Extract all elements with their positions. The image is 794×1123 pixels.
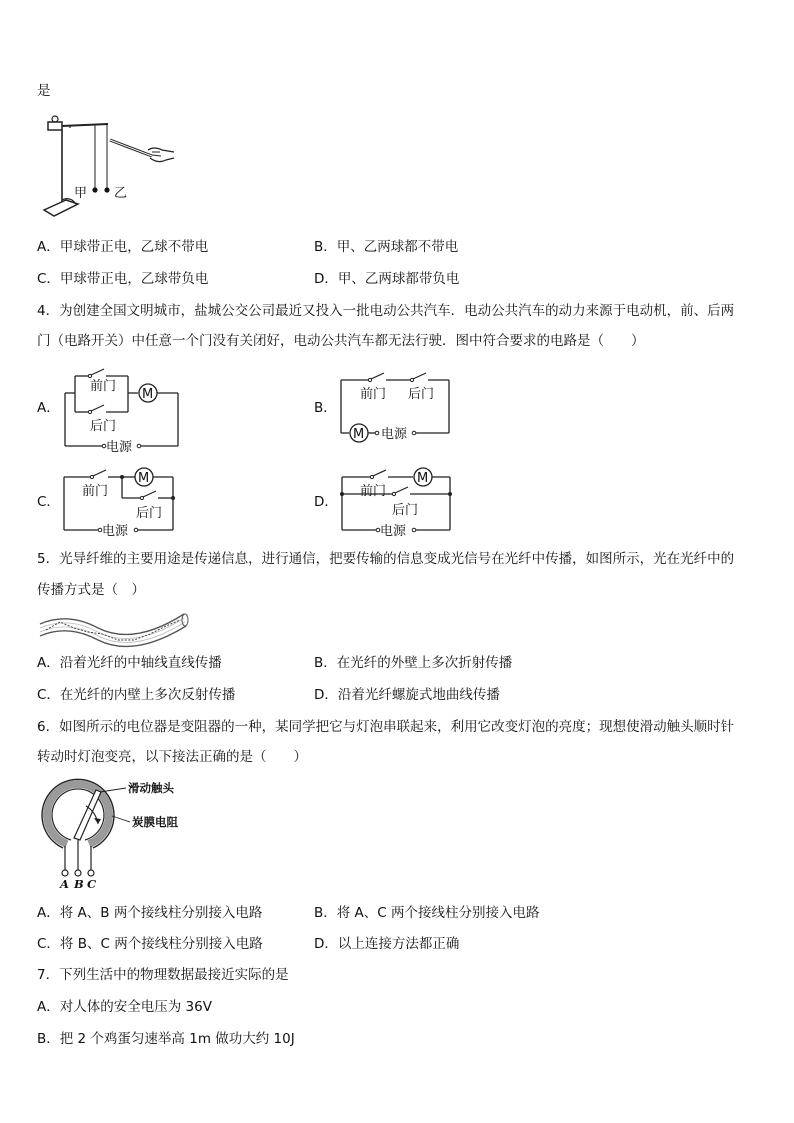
power-label-a: 电源 [106, 440, 133, 455]
q4-option-b-letter: B． [314, 400, 337, 416]
q7-option-a: A．对人体的安全电压为 36V [37, 999, 212, 1015]
back-door-label-c: 后门 [136, 506, 163, 521]
back-door-label-a: 后门 [90, 419, 117, 434]
q6-stem-line1: 6．如图所示的电位器是变阻器的一种，某同学把它与灯泡串联起来，利用它改变灯泡的亮度；现想使滑动触头顺时针 [37, 719, 735, 735]
circuit-d [338, 464, 458, 542]
q5-stem-line1: 5．光导纤维的主要用途是传递信息，进行通信，把要传输的信息变成光信号在光纤中传播，如图所示，光在光纤中的 [37, 551, 735, 567]
q7-option-b: B．把 2 个鸡蛋匀速举高 1m 做功大约 10J [37, 1031, 295, 1047]
q5-option-d: D．沿着光纤螺旋式地曲线传播 [314, 687, 500, 703]
terminal-c-label: C [87, 877, 97, 891]
q6-stem-line2: 转动时灯泡变亮，以下接法正确的是（ ） [37, 749, 307, 765]
q5-option-c: C．在光纤的内壁上多次反射传播 [37, 687, 236, 703]
film-label: 炭膜电阻 [132, 815, 178, 829]
front-door-label-c: 前门 [82, 484, 109, 499]
circuit-c [60, 464, 180, 542]
q4-option-a-letter: A． [37, 400, 60, 416]
label-yi: 乙 [114, 186, 128, 201]
ball-jia [92, 187, 97, 192]
potentiometer-figure [38, 778, 198, 893]
q3-option-a: A．甲球带正电，乙球不带电 [37, 239, 209, 255]
optical-fiber-figure [38, 610, 190, 644]
back-door-label-b: 后门 [408, 387, 435, 402]
power-label-b: 电源 [381, 427, 408, 442]
q6-option-a: A．将 A、B 两个接线柱分别接入电路 [37, 905, 263, 921]
terminal-b-label: B [74, 877, 84, 891]
back-door-label-d: 后门 [392, 503, 419, 518]
motor-label-b: M [353, 427, 365, 442]
q3-option-d: D．甲、乙两球都带负电 [314, 271, 460, 287]
q7-stem: 7．下列生活中的物理数据最接近实际的是 [37, 967, 289, 983]
q3-option-c: C．甲球带正电，乙球带负电 [37, 271, 209, 287]
circuit-a [60, 368, 185, 456]
q5-stem-line2: 传播方式是（ ） [37, 582, 145, 598]
label-jia: 甲 [74, 186, 88, 201]
terminal-a-label: A [60, 877, 69, 891]
motor-label-c: M [138, 471, 150, 486]
power-label-d: 电源 [380, 524, 407, 539]
front-door-label-b: 前门 [360, 387, 387, 402]
front-door-label-d: 前门 [360, 484, 387, 499]
q3-pendulum-figure [40, 112, 180, 222]
slider-label: 滑动触头 [128, 781, 174, 795]
q6-option-d: D．以上连接方法都正确 [314, 936, 460, 952]
q3-stem-tail: 是 [37, 83, 51, 99]
q3-option-b: B．甲、乙两球都不带电 [314, 239, 459, 255]
q4-option-c-letter: C． [37, 494, 60, 510]
motor-label-a: M [142, 387, 154, 402]
motor-label-d: M [417, 471, 429, 486]
q6-option-b: B．将 A、C 两个接线柱分别接入电路 [314, 905, 540, 921]
q5-option-a: A．沿着光纤的中轴线直线传播 [37, 655, 222, 671]
q4-option-d-letter: D． [314, 494, 338, 510]
power-label-c: 电源 [102, 524, 129, 539]
q6-option-c: C．将 B、C 两个接线柱分别接入电路 [37, 936, 263, 952]
circuit-b [338, 370, 453, 442]
front-door-label-a: 前门 [90, 379, 117, 394]
ball-yi [104, 187, 109, 192]
q5-option-b: B．在光纤的外壁上多次折射传播 [314, 655, 513, 671]
q4-stem-line1: 4．为创建全国文明城市，盐城公交公司最近又投入一批电动公共汽车．电动公共汽车的动力来源于电动机，前、后两 [37, 303, 735, 319]
q4-stem-line2: 门（电路开关）中任意一个门没有关闭好，电动公共汽车都无法行驶．图中符合要求的电路是（ ） [37, 333, 645, 349]
